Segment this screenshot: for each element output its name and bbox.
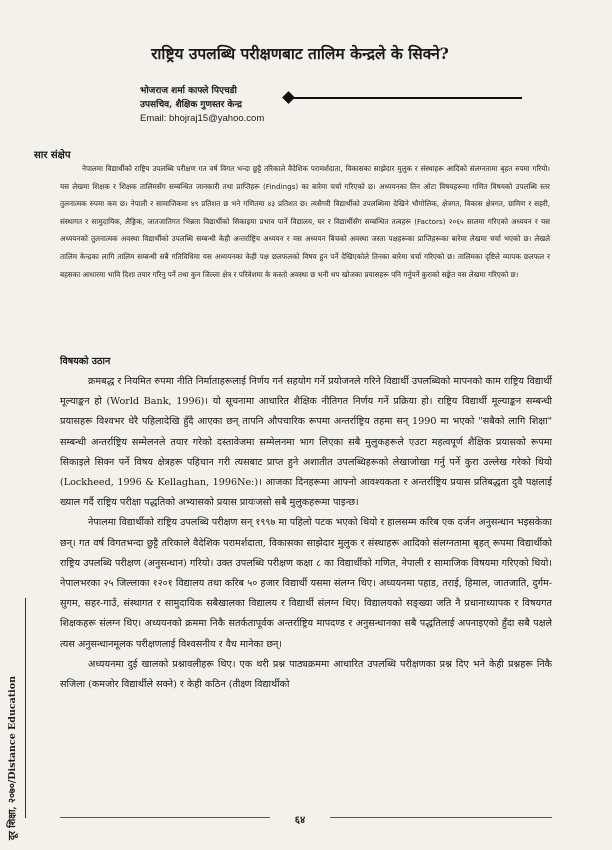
author-block (140, 84, 580, 126)
body-paragraph: क्रमबद्ध र नियमित रुपमा नीति निर्माताहरूलाई निर्णय गर्न सहयोग गर्ने प्रयोजनले गरिने विद्यार्थी उपलब्धिको मापनको काम राष्ट्रिय विद्यार्थी मूल्याङ्कन हो (World Bank, 1996)। यो सूचनामा आधारित शैक्षिक नीतिगत निर्णय गर्ने प्रक्रिया हो। राष्ट्रिय विद्यार्थी मूल्याङ्कन सम्बन्धी प्रयासहरू विश्वभर धेरै पहिलादेखि हुँदै आएका छन् तापनि औपचारिक रूपमा अन्तर्राष्ट्रिय तहमा सन् 1990 मा भएको "सबैको लागि शिक्षा" सम्बन्धी अन्तर्राष्ट्रिय सम्मेलनले तयार गरेको दस्तावेजमा सम्मेलनमा भाग लिएका सबै मुलुकहरूले एउटा महत्वपूर्ण शैक्षिक प्रयासको रूपमा सिकाइले सिक्न पर्ने विषय क्षेत्रहरू पहिचान गरी त्यसबाट प्राप्त हुने अशातीत उपलब्धिहरूको लेखाजोखा गर्नु पर्ने कुरा उल्लेख गरेको थियो (Lockheed, 1996 & Kellaghan, 1996Ne:)। आजका दिनहरूमा आफ्नो आवश्यकता र अन्तर्राष्ट्रिय प्रयास प्रतिबद्धता दुवै पक्षलाई ख्याल गर्दै राष्ट्रिय परीक्षा पद्धतिको अभ्यासको प्रयास प्रायःजसो सबै मुलुकहरूमा पाइन्छ। (60, 376, 552, 509)
author-email: Email: bhojraj15@yahoo.com (140, 113, 265, 124)
page-number: ६४ (270, 812, 330, 826)
article-title: राष्ट्रिय उपलब्धि परीक्षणबाट तालिम केन्द्रले के सिक्ने? (151, 44, 449, 63)
journal-sidebar-label: दूर शिक्षा, २०७०/Distance Education (7, 675, 18, 840)
abstract-body (60, 160, 550, 283)
body-paragraph: नेपालमा विद्यार्थीको राष्ट्रिय उपलब्धि परीक्षण सन् १९९७ मा पहिलो पटक भएको थियो र हालसम्म करिब एक दर्जन अनुसन्धान भइसकेका छन्। गत वर्ष विगतभन्दा छुट्टै तरिकाले वैदेशिक परामर्शदाता, विकासका साझेदार मुलुक र संस्थाहरू आदिको संलग्नतामा बृहत् रूपमा विद्यार्थीको राष्ट्रिय उपलब्धि परीक्षण (अनुसन्धान) गरियो। उक्त उपलब्धि परीक्षण कक्षा ८ का विद्यार्थीको गणित, नेपाली र सामाजिक विषयमा गरिएको थियो। नेपालभरका २५ जिल्लाका १२०१ विद्यालय तथा करिब ५० हजार विद्यार्थी यसमा संलग्न थिए। अध्ययनमा पहाड, तराई, हिमाल, जातजाति, दुर्गम-सुगम, सहर-गाउँ, संस्थागत र सामुदायिक सबैखालका विद्यालय र विद्यार्थी संलग्न थिए। विद्यालयको सङ्ख्या जति नै प्रधानाध्यापक र विषयगत शिक्षकहरू संलग्न थिए। अध्ययनको क्रममा निकै सतर्कतापूर्वक अन्तर्राष्ट्रिय मापदण्ड र अनुसन्धानका सबै पद्धतिलाई अपनाइएको हुँदा सबै पक्षले त्यस अनुसन्धानमूलक परीक्षणलाई विश्वसनीय र वैध मानेका छन्। (60, 517, 552, 650)
abstract-heading: सार संक्षेप (34, 150, 71, 161)
author-name: भोजराज शर्मा काफ्ले पिएचडी (140, 86, 237, 96)
author-position: उपसचिव, शैक्षिक गुणस्तर केन्द्र (140, 100, 242, 110)
body-paragraph: अध्ययनमा दुई खालको प्रश्नावलीहरू थिए। एक थरी प्रश्न पाठ्यक्रममा आधारित उपलब्धि परीक्षणका प्रश्न दिए भने केही प्रश्नहरू निकै सजिला (कमजोर विद्यार्थीले सक्ने) र केही कठिन (तीक्ष्ण विद्यार्थीको (60, 658, 552, 691)
section-heading: विषयको उठान (60, 356, 111, 367)
author-rule (292, 97, 522, 99)
abstract-text: नेपालमा विद्यार्थीको राष्ट्रिय उपलब्धि परीक्षण गत वर्ष विगत भन्दा छुट्टै तरिकाले वैदेशिक परामर्शदाता, विकासका साझेदार मुलुक र संस्थाहरू आदिको संलग्नतामा बृहत रुपमा गरियो। यस लेखमा शिक्षक र शिक्षक तालिमसँग सम्बन्धित जानकारी तथा प्राप्तिहरू (Findings) का बारेमा चर्चा गरिएको छ। अध्ययनका तिन ओटा विषयहरूमा गणित विषयको उपलब्धि स्तर तुलनात्मक रुपमा कम छ। नेपाली र सामाजिकमा ४९ प्रतिशत छ भने गणितमा ४३ प्रतिशत छ। त्यसैगरी विद्यार्थीको उपलब्धिमा देखिने भौगोलिक, क्षेत्रगत, विकास क्षेत्रगत, ग्रामिण र सहरी, संस्थागत र सामुदायिक, लैङ्गिक, जातजातिगत भिन्नता विद्यार्थीको सिकाइमा प्रभाव पार्ने विद्यालय, घर र विद्यार्थीसँग सम्बन्धित तत्वहरू (Factors) २०६५ सालमा गरिएको अध्ययन र यस अध्ययनको तुलनात्मक अवस्था विद्यार्थीको उपलब्धि सम्बन्धी केही अन्तर्राष्ट्रिय अध्ययन र यस अध्ययन बिचको अवस्था जस्ता पक्षहरूका प्राप्तिहरूका बारेमा लेखमा चर्चा भएको छ। लेखले तालिम केन्द्रका लागि तालिम सम्बन्धी सबै गतिविधिमा यस अध्ययनका केही पक्ष छलफलको विषय हुन पर्ने देखिएकोले तिनका बारेमा चर्चा गरिएको छ। तालिमका दृष्टिले व्यापक छलफल र बहसका आधारमा भावि दिशा तयार गरिनु पर्ने तथा कुन जिल्ला क्षेत्र र परिवेशमा के कस्तो अवस्था छ भनी थप खोजका प्रयासहरू पनि गर्नुपर्ने कुराको सङ्केत यस लेखमा गरिएको छ। (60, 164, 550, 279)
sidebar-divider (25, 598, 26, 818)
section-body (60, 372, 552, 695)
